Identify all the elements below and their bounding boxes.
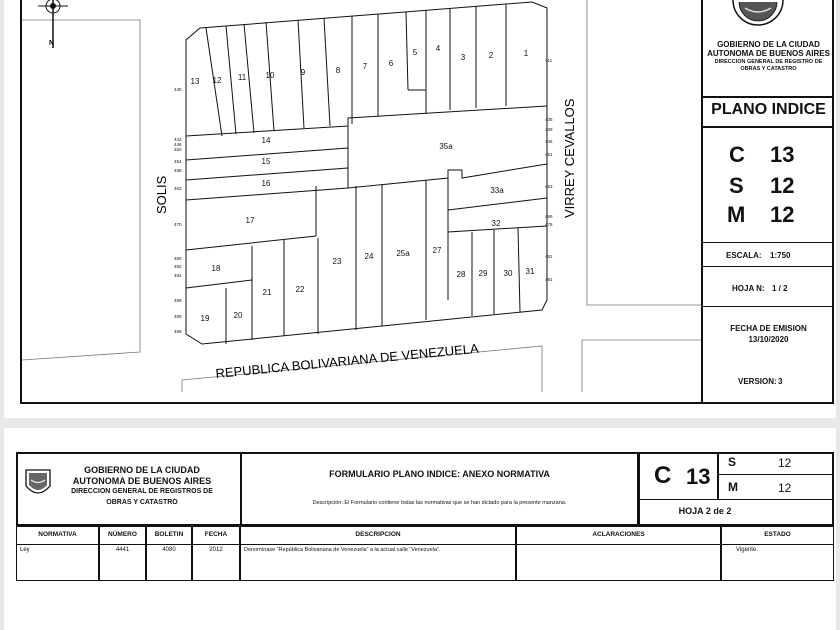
parcel-12: 12: [212, 76, 222, 85]
form-title: FORMULARIO PLANO INDICE: ANEXO NORMATIVA: [329, 469, 550, 479]
svg-text:445: 445: [545, 139, 553, 144]
escala-value: 1:750: [770, 251, 791, 260]
parcel-17: 17: [245, 216, 255, 225]
col-header-normativa: NORMATIVA: [38, 531, 77, 538]
parcel-15: 15: [261, 157, 271, 166]
escala-label: ESCALA:: [726, 251, 762, 260]
parcel-25a: 25a: [396, 249, 410, 258]
svg-text:484: 484: [174, 273, 182, 278]
parcel-29: 29: [478, 269, 488, 278]
s-value: 12: [770, 173, 795, 198]
gov-line2: AUTONOMA DE BUENOS AIRES: [707, 49, 830, 58]
table-row-estado: Vigente.: [736, 547, 758, 553]
c-value: 13: [770, 142, 795, 167]
table-row-descripcion: Denomínase “República Bolivariana de Venezuela” a la actual calle “Venezuela”.: [244, 547, 441, 553]
svg-text:491: 491: [545, 277, 553, 282]
gov-header: [703, 0, 834, 96]
parcel-16: 16: [261, 179, 271, 188]
version-label: VERSION:: [738, 377, 777, 386]
parcel-4: 4: [435, 44, 441, 53]
gov-line1: GOBIERNO DE LA CIUDAD: [84, 465, 200, 475]
dir-line2: OBRAS Y CATASTRO: [740, 66, 797, 72]
svg-text:470: 470: [174, 222, 182, 227]
fecha-value: 13/10/2020: [748, 335, 789, 344]
svg-text:469: 469: [545, 214, 553, 219]
version-value: 3: [778, 377, 783, 386]
svg-text:454: 454: [174, 159, 182, 164]
svg-text:490: 490: [174, 314, 182, 319]
parcel-28: 28: [456, 270, 466, 279]
city-seal-icon: [731, 0, 785, 26]
parcel-32: 32: [491, 219, 501, 228]
street-republica-bolivariana: REPUBLICA BOLIVARIANA DE VENEZUELA: [214, 340, 480, 381]
col-header-estado: ESTADO: [764, 531, 791, 538]
parcel-1: 1: [523, 49, 529, 58]
m-label: M: [728, 480, 738, 494]
svg-text:482: 482: [174, 264, 182, 269]
parcel-33a: 33a: [490, 186, 504, 195]
parcel-21: 21: [262, 288, 272, 297]
table-row-fecha: 2012: [209, 547, 223, 553]
svg-text:480: 480: [174, 256, 182, 261]
svg-text:N: N: [49, 40, 55, 47]
hoja-label: HOJA 2 de 2: [678, 506, 732, 516]
svg-text:458: 458: [174, 168, 182, 173]
parcel-13: 13: [190, 77, 200, 86]
parcel-27: 27: [432, 246, 442, 255]
svg-text:463: 463: [545, 184, 553, 189]
parcel-19: 19: [200, 314, 210, 323]
parcel-5: 5: [412, 48, 418, 57]
svg-text:439: 439: [545, 127, 553, 132]
hoja-label: HOJA N:: [732, 284, 765, 293]
parcel-2: 2: [488, 51, 494, 60]
form-description: Descripción: El Formulario contiene todas las normativas que se han dictado para la presente manzana.: [312, 500, 567, 506]
svg-text:475: 475: [545, 222, 553, 227]
svg-text:411: 411: [545, 58, 553, 63]
cadastral-map: [22, 0, 702, 402]
parcel-18: 18: [211, 264, 221, 273]
col-header-aclaraciones: ACLARACIONES: [592, 531, 645, 538]
c-value: 13: [686, 464, 711, 489]
table-row-numero: 4441: [115, 547, 130, 553]
parcel-3: 3: [460, 53, 466, 62]
m-value: 12: [770, 202, 795, 227]
col-header-descripcion: DESCRIPCION: [355, 531, 401, 538]
parcel-6: 6: [388, 59, 394, 68]
parcel-35a: 35a: [439, 142, 453, 151]
svg-text:481: 481: [545, 254, 553, 259]
m-value: 12: [778, 481, 792, 495]
col-header-fecha: FECHA: [204, 531, 228, 538]
gov-line2: AUTONOMA DE BUENOS AIRES: [72, 476, 212, 486]
svg-text:435: 435: [545, 117, 553, 122]
plano-title: PLANO INDICE: [711, 101, 826, 118]
parcel-14: 14: [261, 136, 271, 145]
parcel-10: 10: [265, 71, 275, 80]
c-label: C: [654, 462, 672, 489]
table-row-boletin: 4080: [162, 547, 176, 553]
col-header-boletin: BOLETIN: [154, 531, 184, 538]
parcel-24: 24: [364, 252, 374, 261]
svg-text:442: 442: [174, 137, 182, 142]
svg-text:440: 440: [174, 87, 182, 92]
c-label: C: [729, 142, 745, 167]
svg-text:450: 450: [174, 147, 182, 152]
col-header-numero: NÚMERO: [108, 531, 137, 538]
s-value: 12: [778, 456, 792, 470]
parcel-23: 23: [332, 257, 342, 266]
anexo-normativa-sheet: [4, 428, 836, 630]
svg-text:488: 488: [174, 298, 182, 303]
parcel-20: 20: [233, 311, 243, 320]
parcel-30: 30: [503, 269, 513, 278]
svg-text:451: 451: [545, 152, 553, 157]
hoja-value: 1 / 2: [772, 284, 788, 293]
parcel-8: 8: [335, 66, 341, 75]
table-row-aclaraciones: [517, 545, 720, 549]
gov-line1: GOBIERNO DE LA CIUDAD: [717, 40, 820, 49]
s-label: S: [728, 455, 737, 469]
dir-line1: DIRECCION GENERAL DE REGISTRO DE: [714, 59, 823, 65]
street-virrey-cevallos: VIRREY CEVALLOS: [562, 98, 577, 218]
parcel-9: 9: [300, 68, 306, 77]
plano-indice-sheet: [4, 0, 836, 418]
dir-line2: OBRAS Y CATASTRO: [106, 499, 178, 506]
parcel-22: 22: [295, 285, 305, 294]
fecha-label: FECHA DE EMISION: [730, 324, 807, 333]
parcel-7: 7: [362, 62, 368, 71]
parcel-31: 31: [525, 267, 535, 276]
dir-line1: DIRECCION GENERAL DE REGISTROS DE: [71, 488, 213, 495]
street-solis: SOLIS: [154, 175, 169, 214]
s-label: S: [729, 173, 744, 198]
svg-text:462: 462: [174, 186, 182, 191]
parcel-11: 11: [237, 73, 247, 82]
svg-text:498: 498: [174, 329, 182, 334]
svg-text:446: 446: [174, 142, 182, 147]
m-label: M: [727, 202, 746, 227]
table-row-normativa: Ley: [20, 547, 30, 553]
